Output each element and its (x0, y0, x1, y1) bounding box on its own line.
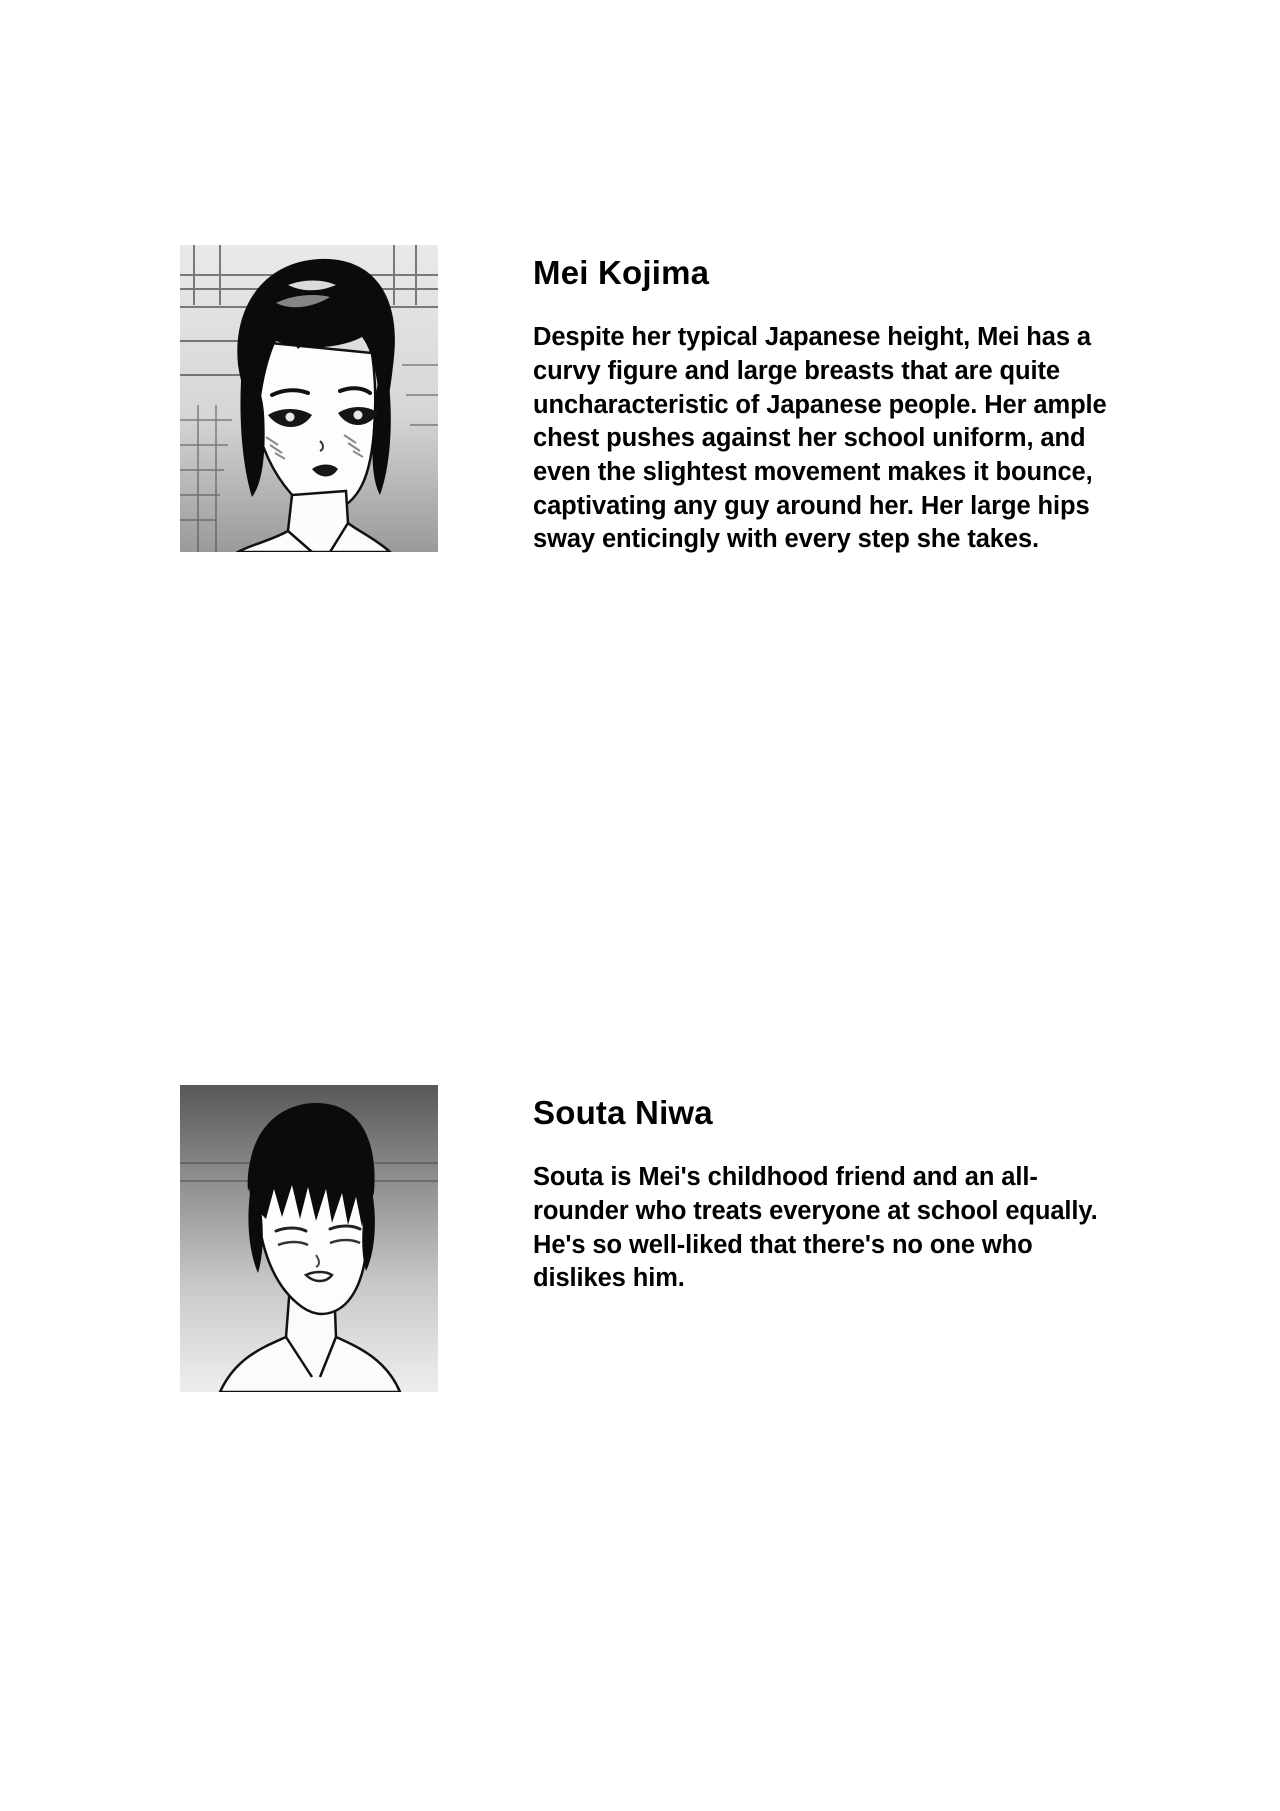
character-entry-souta (180, 1085, 1113, 1392)
souta-text-column (533, 1085, 1113, 1296)
mei-text-column (533, 245, 1113, 557)
character-description-mei: Despite her typical Japanese height, Mei has a curvy figure and large breasts that are quite uncharacteristic of Japanese people. Her ample chest pushes against her school uniform, and even the slightest movement makes it bounce, captivating any guy around her. Her large hips sway enticingly with every step she takes. (533, 323, 1107, 554)
souta-niwa-portrait (180, 1085, 438, 1392)
character-name-mei: Mei Kojima (533, 254, 710, 291)
mei-kojima-portrait (180, 245, 438, 552)
character-description-souta: Souta is Mei's childhood friend and an all-rounder who treats everyone at school equally. He's so well-liked that there's no one who dislikes him. (533, 1163, 1098, 1293)
character-entry-mei (180, 245, 1113, 557)
character-name-souta: Souta Niwa (533, 1094, 713, 1131)
